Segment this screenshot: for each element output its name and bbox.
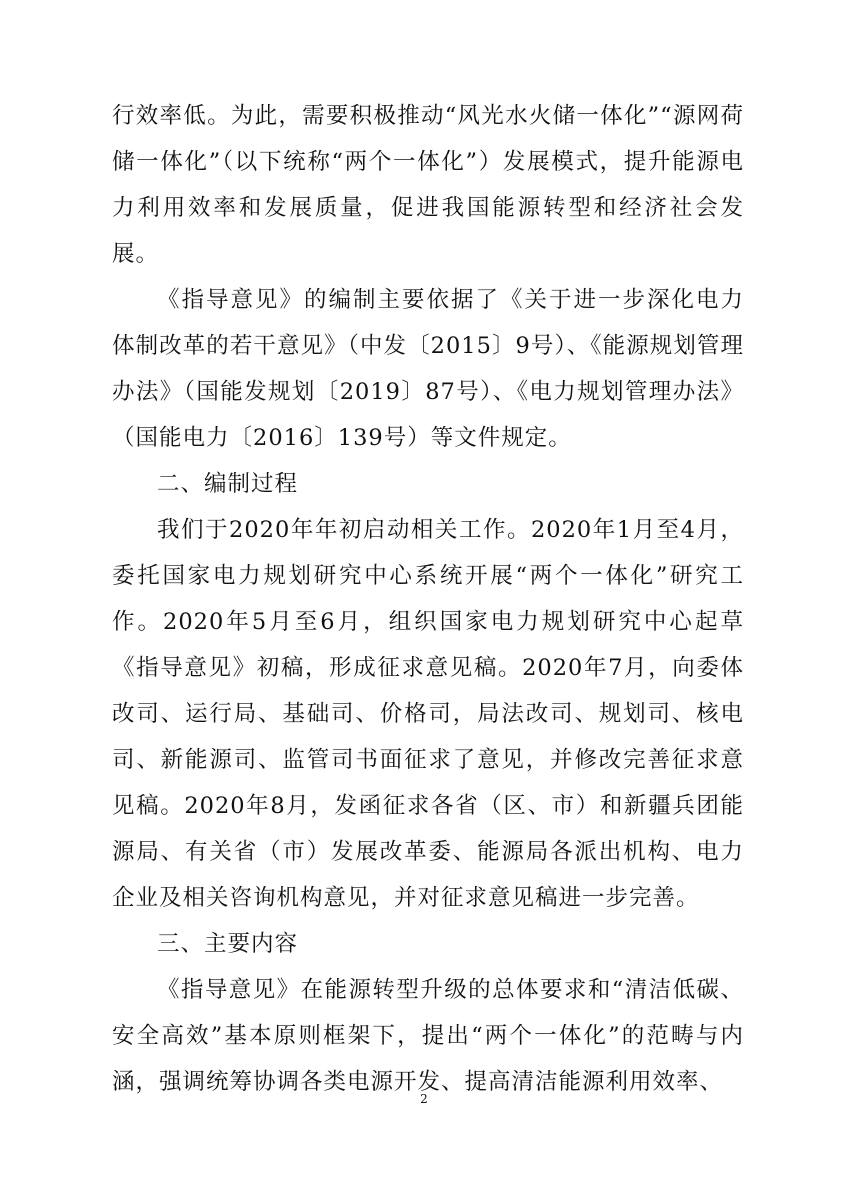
page-number: 2 bbox=[420, 1092, 428, 1106]
content-paragraph: 《指导意见》在能源转型升级的总体要求和“清洁低碳、安全高效”基本原则框架下，提出“两个一体化”的范畴与内涵，强调统筹协调各类电源开发、提高清洁能源利用效率、 bbox=[112, 977, 744, 1095]
document-body bbox=[112, 93, 744, 1105]
process-paragraph: 我们于2020年年初启动相关工作。2020年1月至4月，委托国家电力规划研究中心系统开展“两个一体化”研究工作。2020年5月至6月，组织国家电力规划研究中心起草《指导意见》初稿，形成征求意见稿。2020年7月，向委体改司、运行局、基础司、价格司，局法改司、规划司、核电司、新能源司、监管司书面征求了意见，并修改完善征求意见稿。2020年8月，发函征求各省（区、市）和新疆兵团能源局、有关省（市）发展改革委、能源局各派出机构、电力企业及相关咨询机构意见，并对征求意见稿进一步完善。 bbox=[112, 517, 744, 911]
basis-paragraph: 《指导意见》的编制主要依据了《关于进一步深化电力体制改革的若干意见》（中发〔2015〕9号）、《能源规划管理办法》（国能发规划〔2019〕87号）、《电力规划管理办法》（国能电力〔2016〕139号）等文件规定。 bbox=[112, 287, 744, 451]
continuation-paragraph: 行效率低。为此，需要积极推动“风光水火储一体化”“源网荷储一体化”（以下统称“两个一体化”）发展模式，提升能源电力利用效率和发展质量，促进我国能源转型和经济社会发展。 bbox=[112, 103, 744, 267]
section-heading-content: 三、主要内容 bbox=[157, 931, 299, 957]
section-heading-process: 二、编制过程 bbox=[157, 471, 299, 497]
